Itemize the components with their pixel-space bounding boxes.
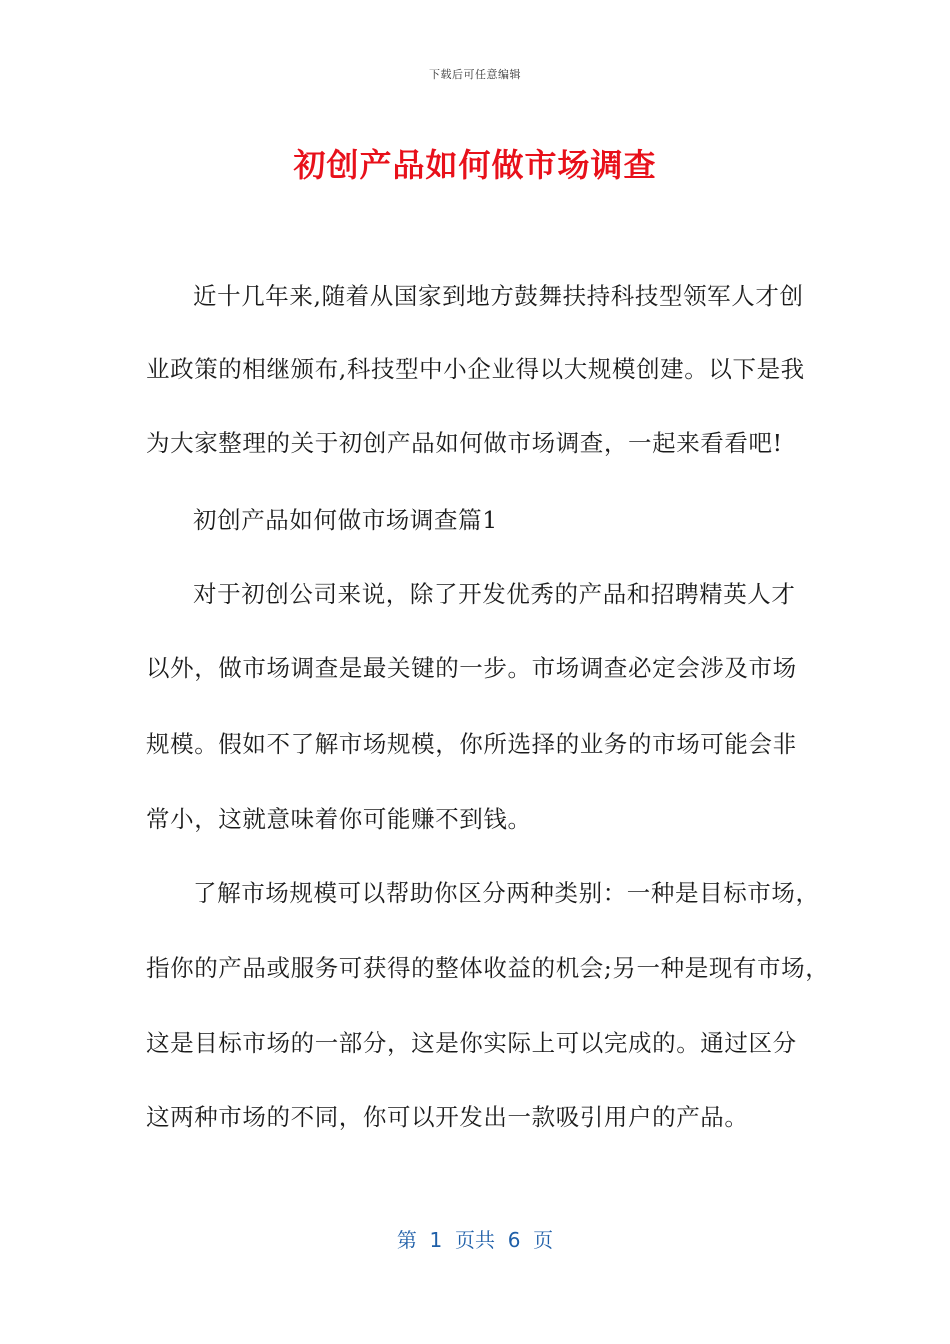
document-title: 初创产品如何做市场调查 — [293, 146, 657, 184]
page-number-footer: 第 1 页共 6 页 — [396, 1228, 554, 1252]
paragraph-line: 为大家整理的关于初创产品如何做市场调查，一起来看看吧! — [146, 429, 783, 457]
paragraph-line: 近十几年来,随着从国家到地方鼓舞扶持科技型领军人才创 — [193, 282, 804, 310]
paragraph-line: 对于初创公司来说，除了开发优秀的产品和招聘精英人才 — [193, 580, 796, 608]
section-heading: 初创产品如何做市场调查篇1 — [193, 506, 498, 534]
header-note: 下载后可任意编辑 — [429, 68, 521, 81]
paragraph-line: 常小，这就意味着你可能赚不到钱。 — [146, 805, 532, 833]
paragraph-line: 指你的产品或服务可获得的整体收益的机会;另一种是现有市场， — [146, 954, 830, 982]
paragraph-line: 这是目标市场的一部分，这是你实际上可以完成的。通过区分 — [146, 1029, 797, 1057]
paragraph-line: 了解市场规模可以帮助你区分两种类别：一种是目标市场， — [193, 879, 820, 907]
paragraph-line: 业政策的相继颁布,科技型中小企业得以大规模创建。以下是我 — [146, 355, 805, 383]
paragraph-line: 规模。假如不了解市场规模，你所选择的业务的市场可能会非 — [146, 730, 797, 758]
paragraph-line: 以外，做市场调查是最关键的一步。市场调查必定会涉及市场 — [146, 654, 797, 682]
paragraph-line: 这两种市场的不同，你可以开发出一款吸引用户的产品。 — [146, 1103, 749, 1131]
